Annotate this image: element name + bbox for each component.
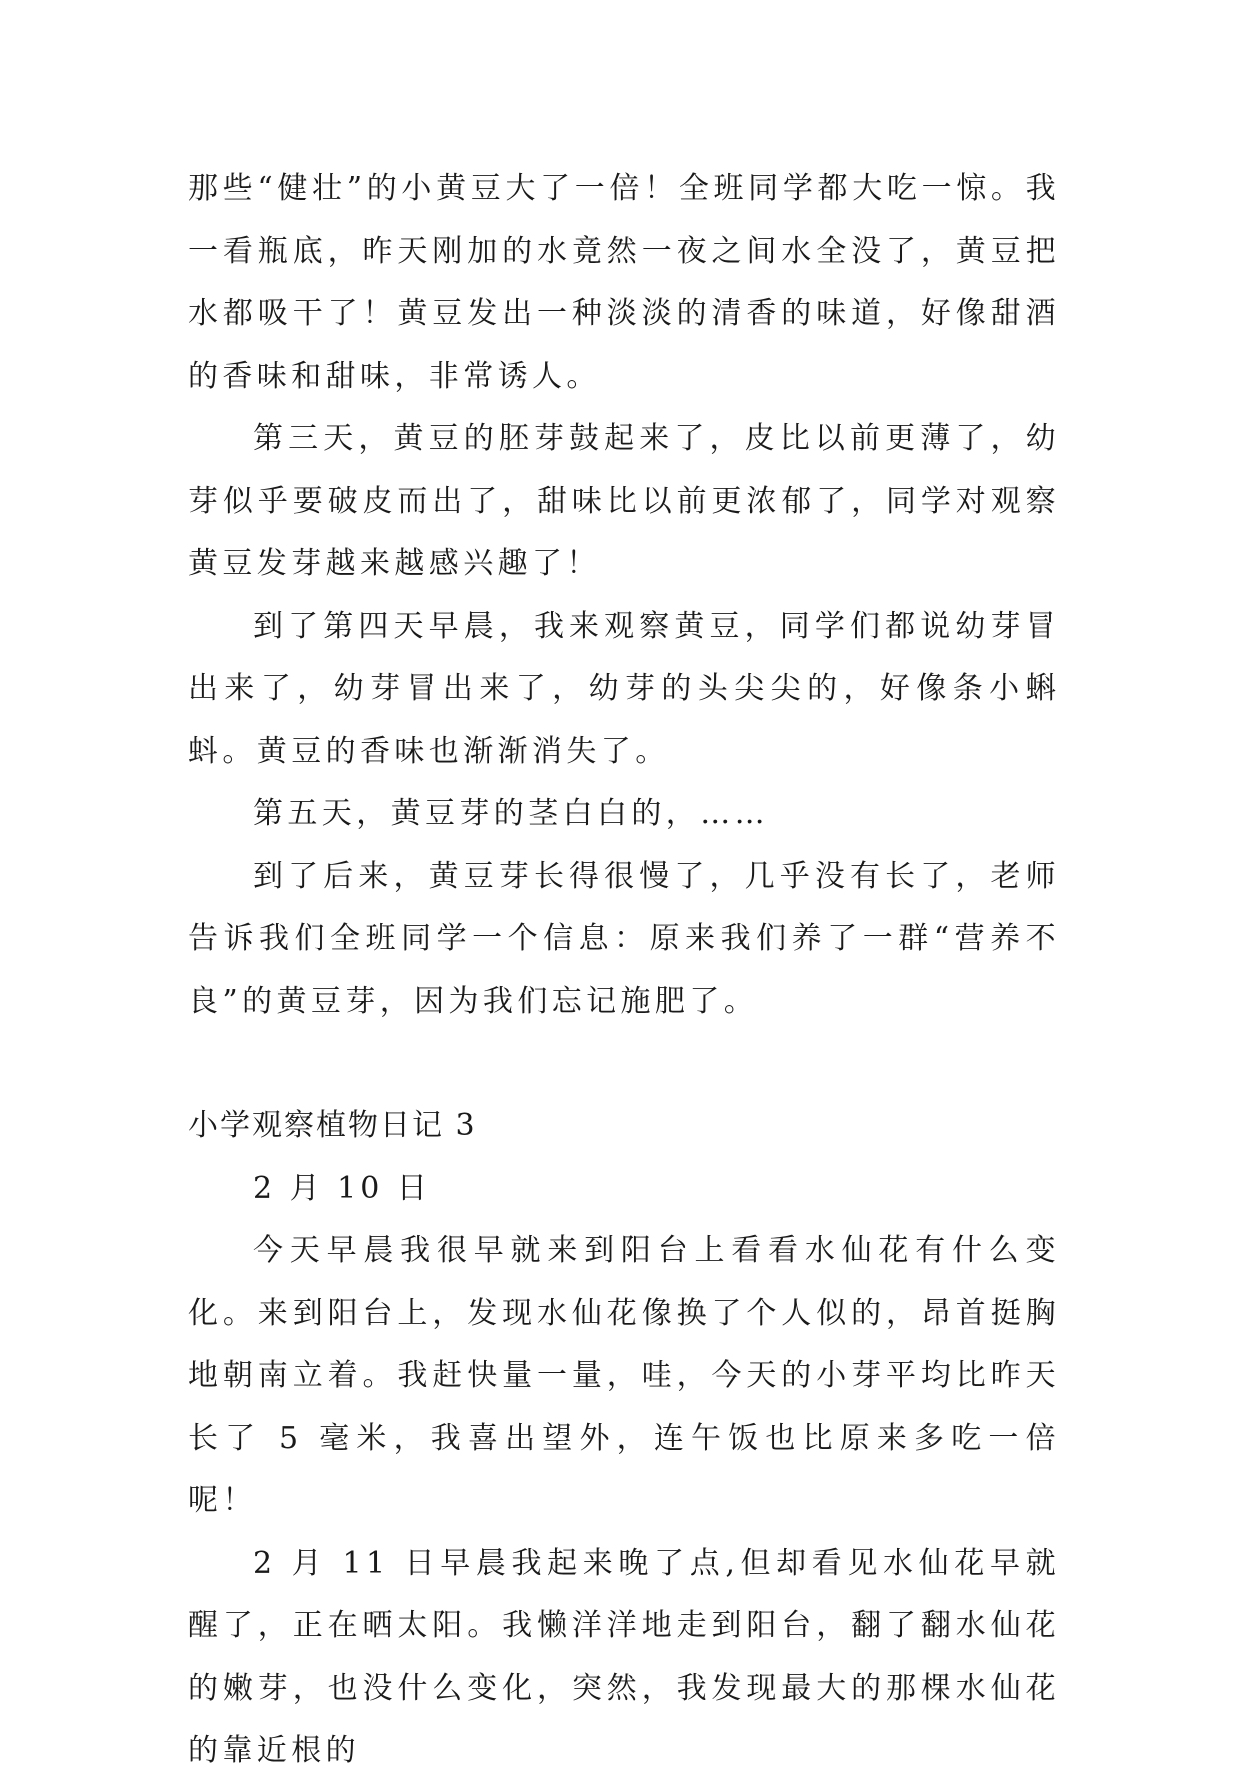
document-page: [188, 158, 1060, 1783]
date-line: 2 月 10 日: [253, 1170, 431, 1206]
section-gap: [188, 1033, 1060, 1095]
section-title: 小学观察植物日记 3: [188, 1108, 477, 1143]
paragraph-narcissus-feb11: 2 月 11 日早晨我起来晚了点,但却看见水仙花早就醒了，正在晒太阳。我懒洋洋地走到阳台，翻了翻水仙花的嫩芽，也没什么变化，突然，我发现最大的那棵水仙花的靠近根的: [188, 1545, 1060, 1768]
paragraph-soybean-later: 到了后来，黄豆芽长得很慢了，几乎没有长了，老师告诉我们全班同学一个信息：原来我们养了一群“营养不良”的黄豆芽，因为我们忘记施肥了。: [188, 858, 1060, 1019]
paragraph-narcissus-feb10: 今天早晨我很早就来到阳台上看看水仙花有什么变化。来到阳台上，发现水仙花像换了个人似的，昂首挺胸地朝南立着。我赶快量一量，哇，今天的小芽平均比昨天长了 5 毫米，我喜出望外，连午饭也比原来多吃一倍呢！: [188, 1233, 1060, 1518]
paragraph-soybean-day2: 那些“健壮”的小黄豆大了一倍！全班同学都大吃一惊。我一看瓶底，昨天刚加的水竟然一夜之间水全没了，黄豆把水都吸干了！黄豆发出一种淡淡的清香的味道，好像甜酒的香味和甜味，非常诱人。: [188, 171, 1060, 394]
paragraph-soybean-day5: 第五天，黄豆芽的茎白白的，……: [253, 796, 769, 831]
paragraph-soybean-day4: 到了第四天早晨，我来观察黄豆，同学们都说幼芽冒出来了，幼芽冒出来了，幼芽的头尖尖的，好像条小蝌蚪。黄豆的香味也渐渐消失了。: [188, 608, 1060, 769]
paragraph-soybean-day3: 第三天，黄豆的胚芽鼓起来了，皮比以前更薄了，幼芽似乎要破皮而出了，甜味比以前更浓郁了，同学对观察黄豆发芽越来越感兴趣了！: [188, 421, 1060, 581]
